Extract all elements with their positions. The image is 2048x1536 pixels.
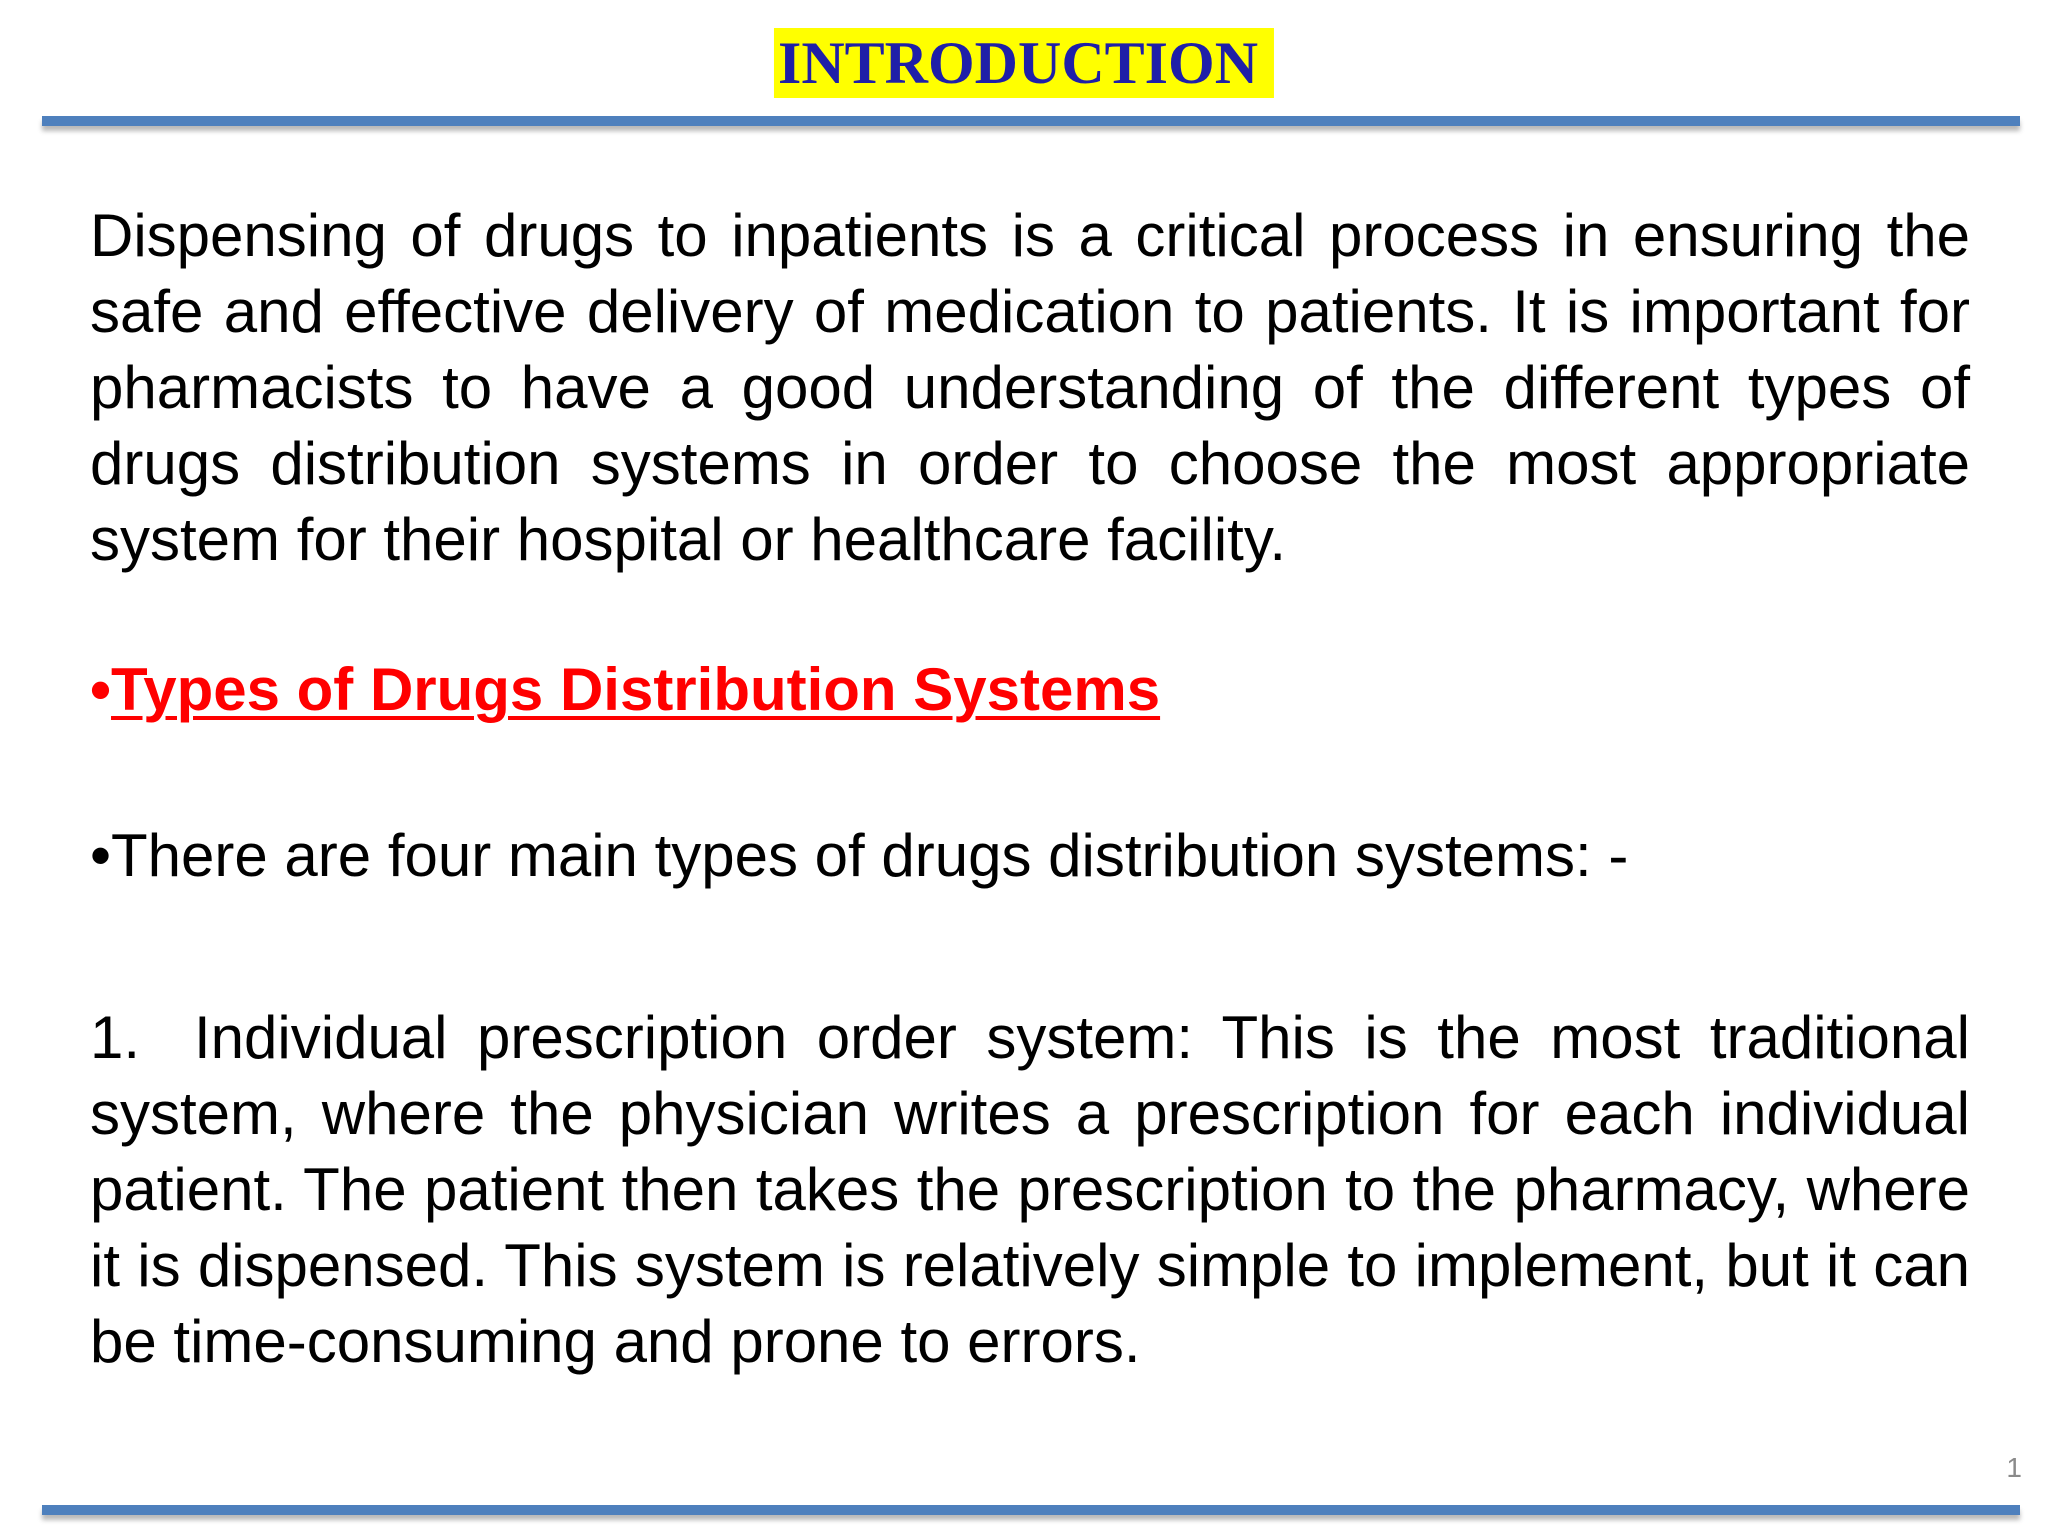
bottom-divider [42,1505,2020,1515]
heading-bullet: • [90,656,112,723]
heading-text: Types of Drugs Distribution Systems [111,656,1161,723]
four-types-bullet-line [90,818,1970,894]
intro-paragraph: Dispensing of drugs to inpatients is a critical process in ensuring the safe and effective delivery of medication to patients. It is important for pharmacists to have a good understanding of the different types of drugs distribution systems in order to choose the most appropriate system for their hospital or healthcare facility. [90,202,1970,573]
page-number: 1 [2006,1452,2022,1483]
line-text: There are four main types of drugs distribution systems: - [111,822,1629,889]
types-heading [90,652,1970,728]
numbered-item [90,1000,1970,1380]
line-bullet: • [90,822,112,889]
top-divider [42,116,2020,126]
item-number: 1. [90,1004,141,1071]
slide-title: INTRODUCTION [774,28,1274,98]
item-text: Individual prescription order system: This is the most traditional system, where the physician writes a prescription for each individual patient. The patient then takes the prescription to the pharmacy, where it is dispensed. This system is relatively simple to implement, but it can be time-consuming and prone to errors. [90,1004,1970,1375]
